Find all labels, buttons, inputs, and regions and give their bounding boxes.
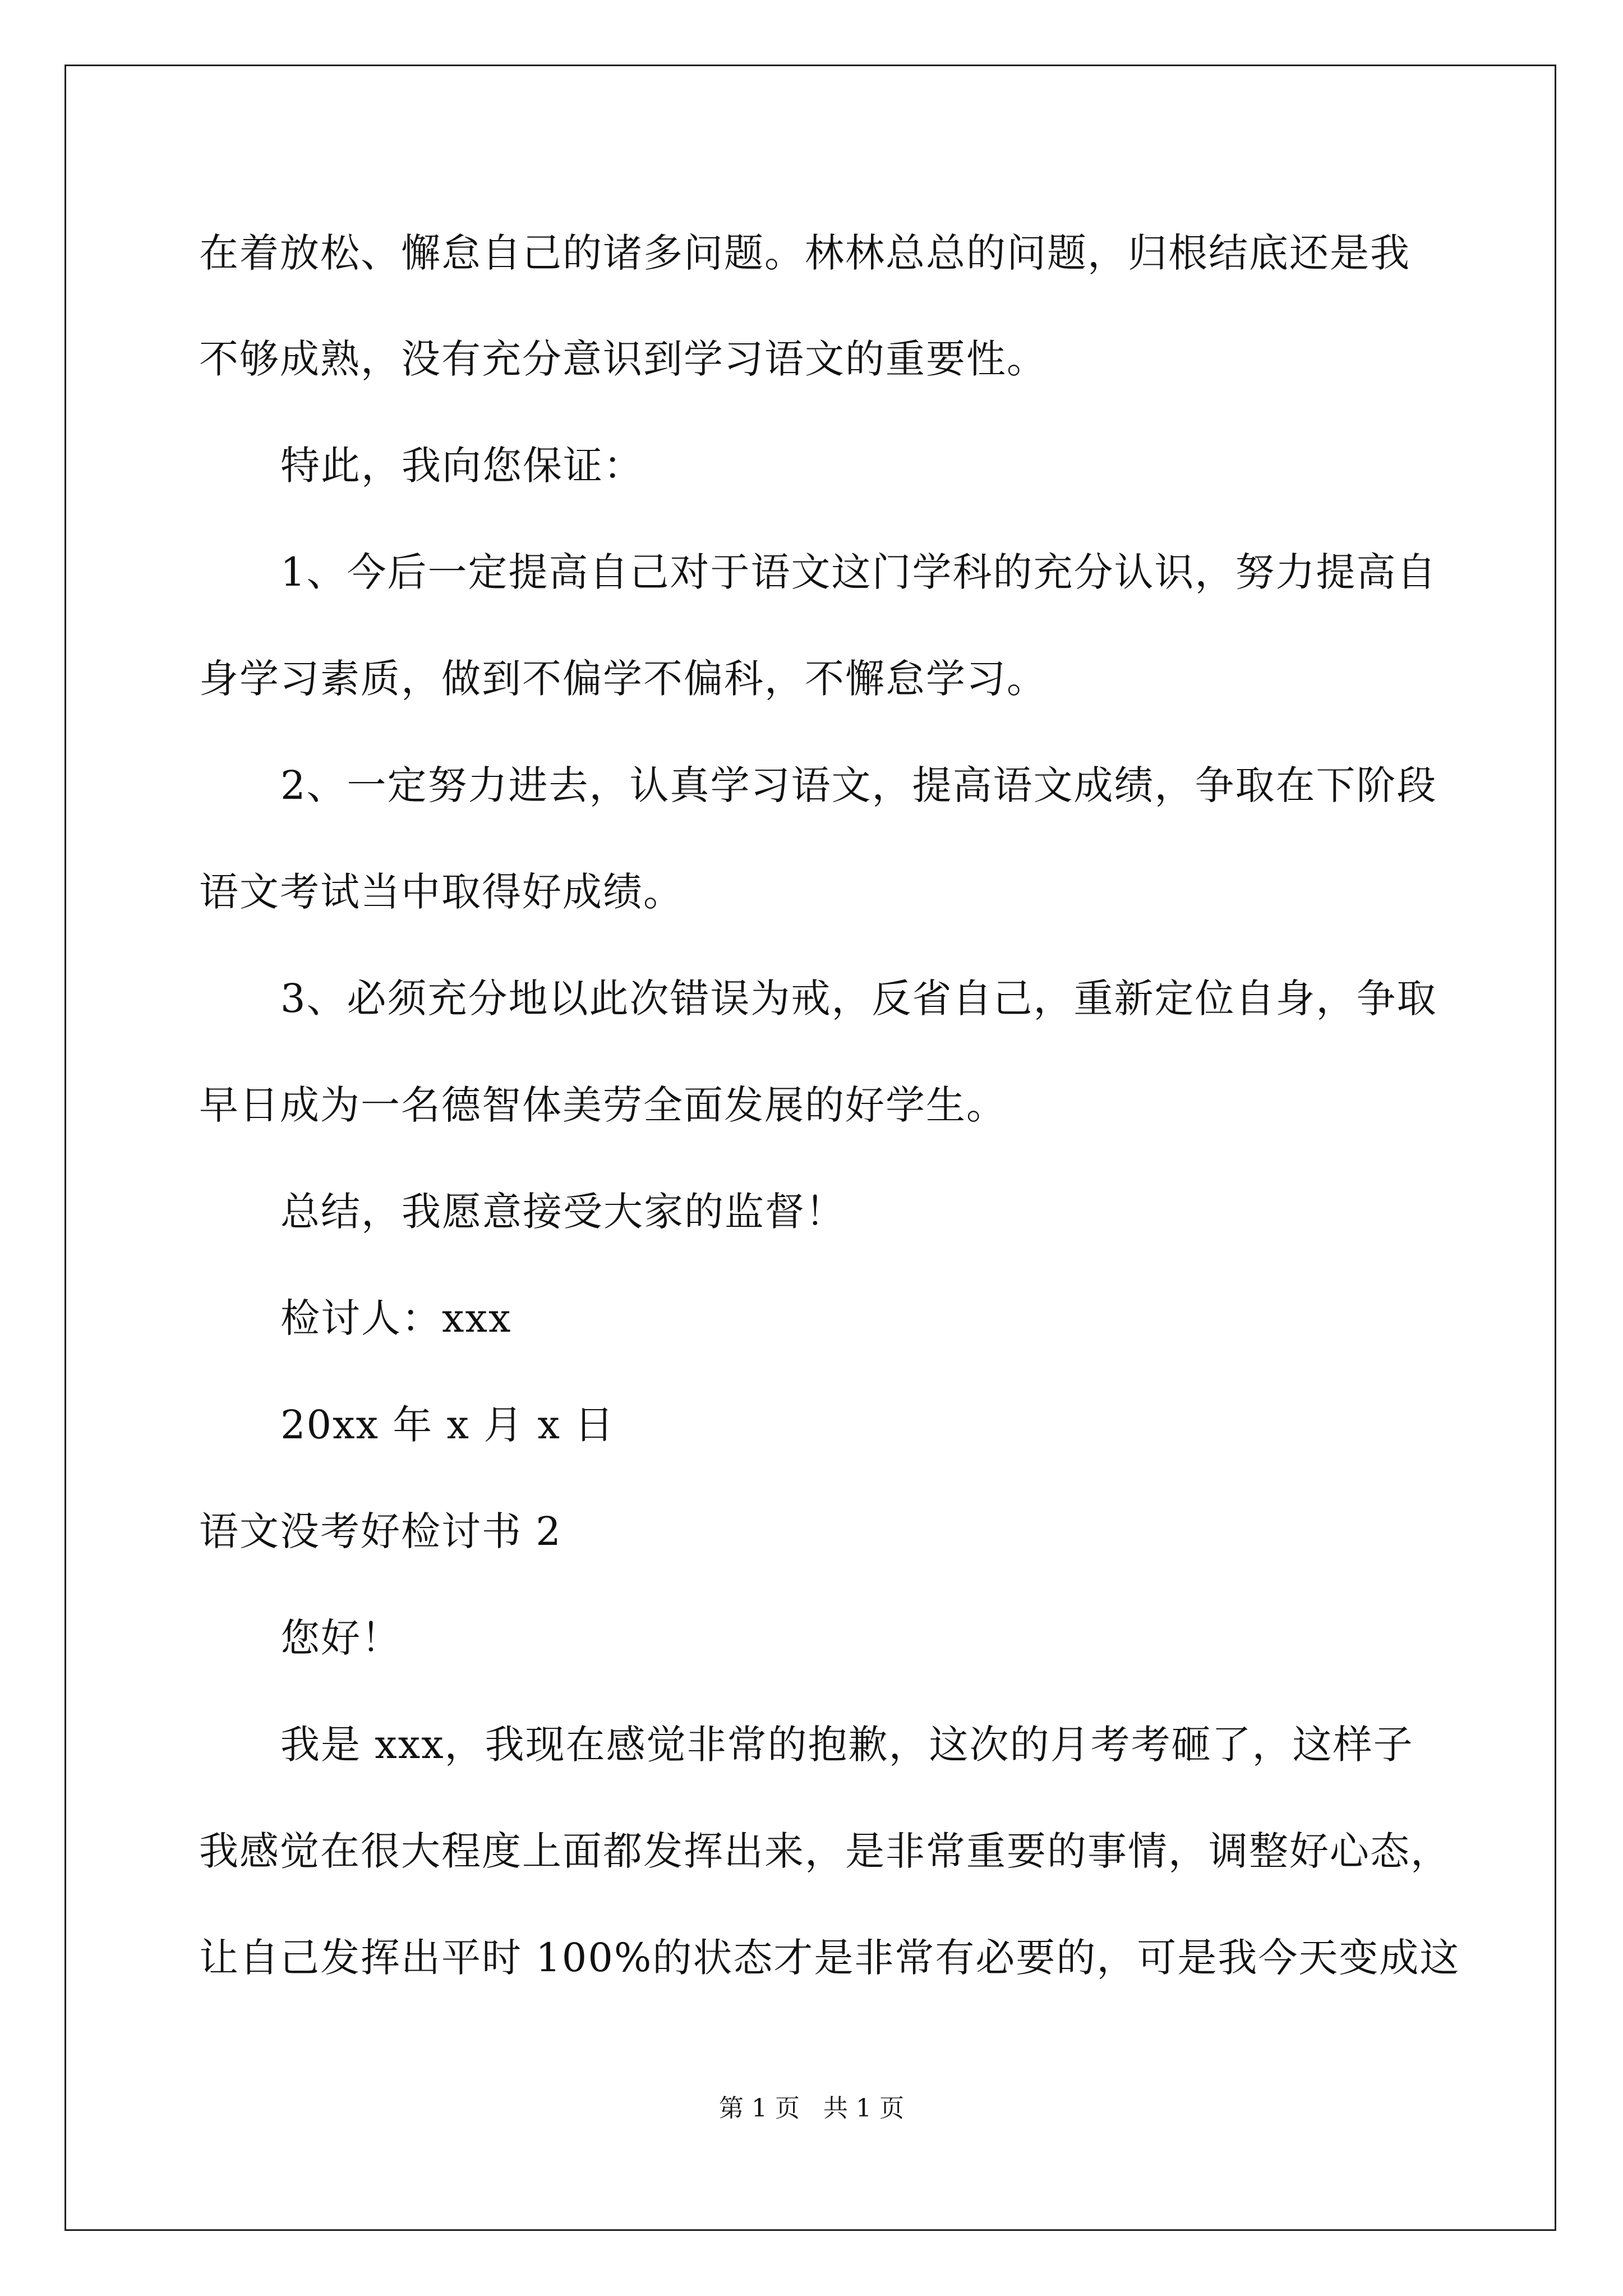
paragraph-line: 特此，我向您保证： (280, 443, 644, 489)
list-item: 3、必须充分地以此次错误为戒，反省自己，重新定位自身，争取 (280, 976, 1437, 1022)
page-border (64, 65, 1556, 2231)
paragraph-line: 身学习素质，做到不偏学不偏科，不懈怠学习。 (199, 656, 1047, 702)
paragraph-line: 我是 xxx，我现在感觉非常的抱歉，这次的月考考砸了，这样子 (280, 1722, 1414, 1768)
list-item: 1、今后一定提高自己对于语文这门学科的充分认识，努力提高自 (280, 549, 1437, 595)
paragraph-line: 在着放松、懈怠自己的诸多问题。林林总总的问题，归根结底还是我 (199, 230, 1410, 276)
paragraph-line: 总结，我愿意接受大家的监督！ (280, 1189, 846, 1235)
section-title: 语文没考好检讨书 2 (199, 1508, 562, 1554)
paragraph-line: 早日成为一名德智体美劳全面发展的好学生。 (199, 1082, 1007, 1128)
page-footer: 第 1 页 共 1 页 (719, 2094, 904, 2123)
date-line: 20xx 年 x 月 x 日 (280, 1402, 615, 1448)
paragraph-line: 不够成熟，没有充分意识到学习语文的重要性。 (199, 336, 1047, 382)
paragraph-line: 语文考试当中取得好成绩。 (199, 869, 684, 915)
paragraph-line: 我感觉在很大程度上面都发挥出来，是非常重要的事情，调整好心态， (199, 1828, 1451, 1874)
signature-line: 检讨人：xxx (280, 1295, 512, 1341)
greeting-line: 您好！ (280, 1615, 402, 1661)
paragraph-line: 让自己发挥出平时 100%的状态才是非常有必要的，可是我今天变成这 (199, 1935, 1460, 1981)
list-item: 2、一定努力进去，认真学习语文，提高语文成绩，争取在下阶段 (280, 762, 1437, 808)
